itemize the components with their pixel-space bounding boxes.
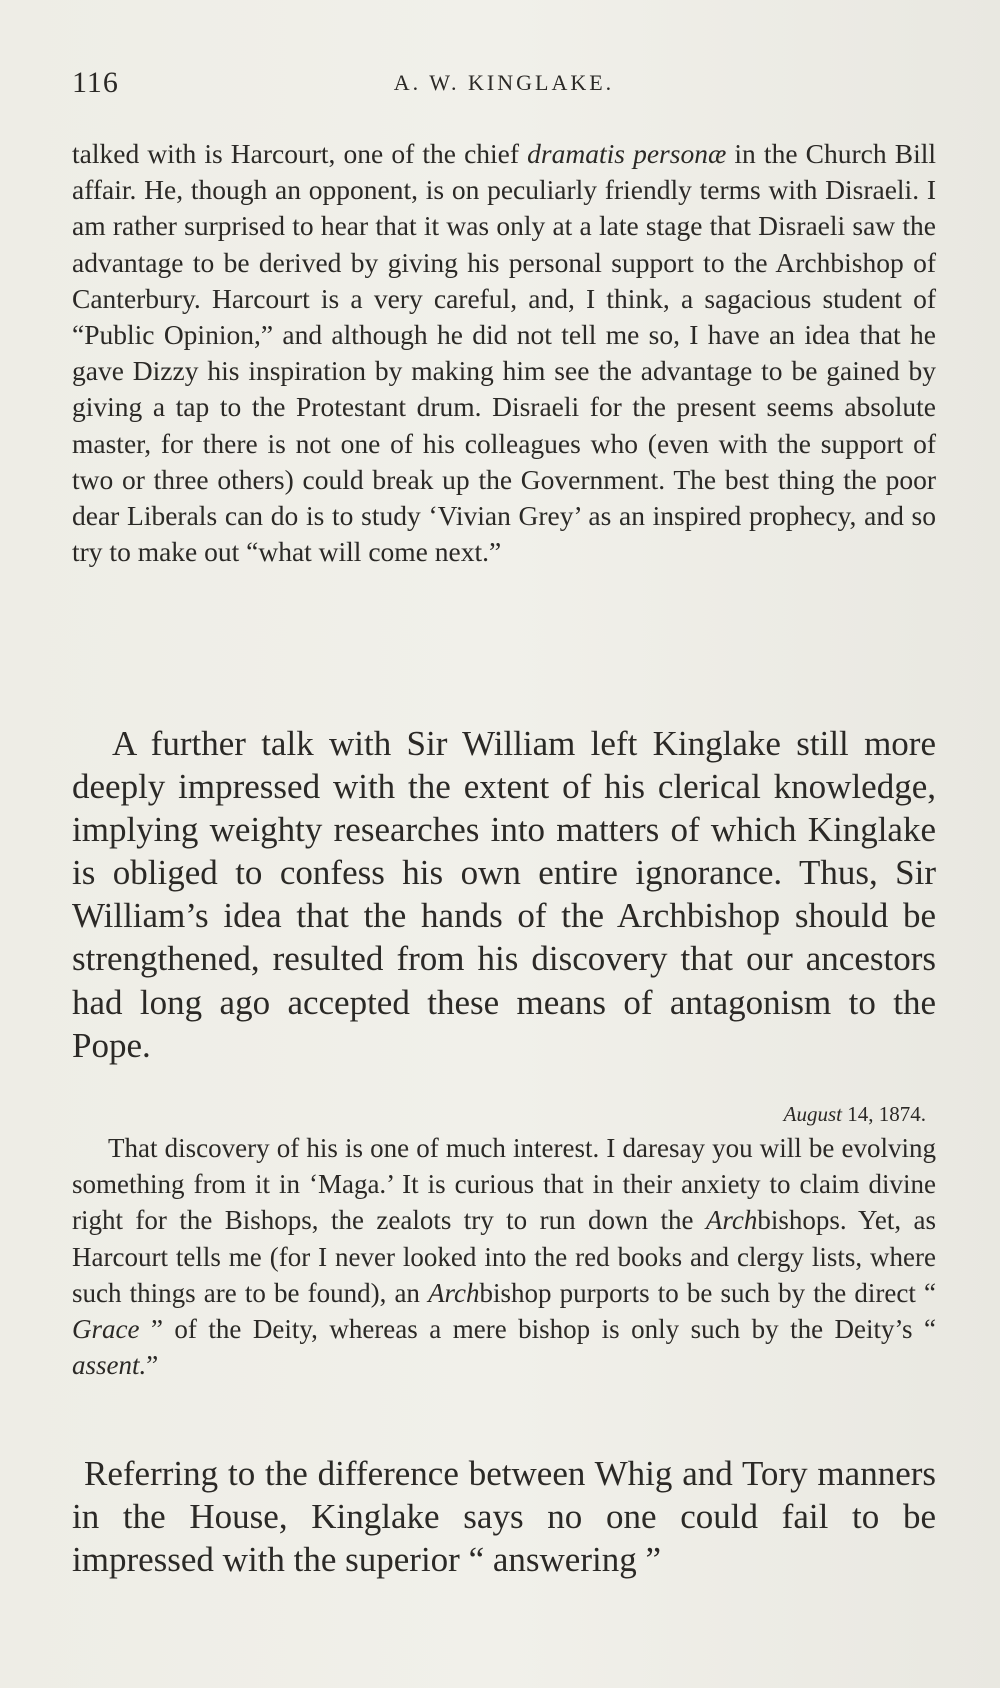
letter-excerpt-2-italic-a: Arch (705, 1205, 758, 1236)
page-number: 116 (72, 66, 119, 99)
letter-excerpt-2-italic-b: Arch (428, 1277, 480, 1308)
running-head: A. W. KINGLAKE. (393, 70, 615, 95)
dateline-month: August (783, 1102, 842, 1126)
letter-excerpt-2-text-b: bishops. Yet, as Harcourt tells me (for I never looked into the red books and clergy lists, where such things are to be found), an (72, 1205, 937, 1308)
letter-excerpt-2-italic-c: Grace (72, 1314, 140, 1345)
letter-excerpt-1-text-a: talked with is Harcourt, one of the chief (72, 138, 528, 169)
narrative-paragraph-1: A further talk with Sir William left Kinglake still more deeply impressed with the extent of his clerical knowledge, implying weighty researches into matters of which Kinglake is obliged to confess his own entire ignorance. Thus, Sir William’s idea that the hands of the Archbishop should be strengthened, resulted from his discovery that our ancestors had long ago accepted these means of antagonism to the Pope. (72, 724, 936, 1065)
letter-excerpt-2 (72, 1130, 936, 1383)
narrative-paragraph-2: Referring to the difference between Whig and Tory manners in the House, Kinglake says no one could fail to be impressed with the superior “ answering ” (72, 1454, 936, 1580)
letter-excerpt-1 (72, 136, 936, 570)
letter-excerpt-1-italic: dramatis personæ (527, 138, 727, 169)
page-header (72, 66, 936, 106)
letter-excerpt-2-text-e: ” (146, 1350, 159, 1381)
letter-dateline (784, 1102, 926, 1127)
letter-excerpt-2-text-c: bishop purports to be such by the direct “ (479, 1277, 936, 1308)
letter-excerpt-1-text-b: in the Church Bill affair. He, though an opponent, is on peculiarly friendly terms with Disraeli. I am rather surprised to hear that it was only at a late stage that Disraeli saw the advantage to be derived by giving his personal support to the Archbishop of Canterbury. Harcourt is a very careful, and, I think, a sagacious student of “Public Opinion,” and although he did not tell me so, I have an idea that he gave Dizzy his inspiration by making him see the advantage to be gained by giving a tap to the Protestant drum. Disraeli for the present seems absolute master, for there is not one of his colleagues who (even with the support of two or three others) could break up the Government. The best thing the poor dear Liberals can do is to study ‘Vivian Grey’ as an inspired prophecy, and so try to make out “what will come next.” (72, 138, 936, 568)
letter-excerpt-2-italic-d: assent. (72, 1350, 147, 1381)
letter-excerpt-2-text-a: That discovery of his is one of much interest. I daresay you will be evolving something from it in ‘Maga.’ It is curious that in their anxiety to claim divine right for the Bishops, the zealots try to run down the (72, 1133, 936, 1236)
dateline-date: 14, 1874. (842, 1102, 926, 1126)
letter-excerpt-2-text-d: ” of the Deity, whereas a mere bishop is only such by the Deity’s “ (139, 1314, 936, 1345)
